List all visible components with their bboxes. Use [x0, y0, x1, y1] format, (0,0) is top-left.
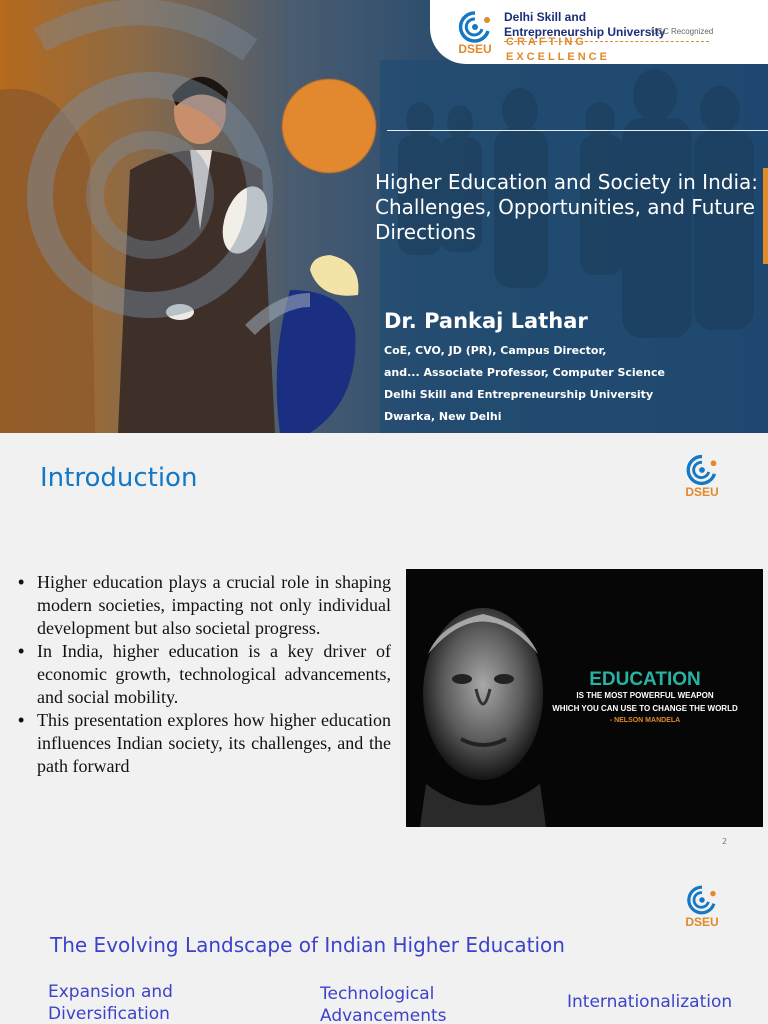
dseu-logo	[452, 10, 498, 60]
presentation-title: Higher Education and Society in India: Challenges, Opportunities, and Future Directions	[375, 170, 758, 244]
image-headline: EDUCATION	[589, 669, 701, 690]
title-divider	[387, 130, 768, 131]
image-quote-line: IS THE MOST POWERFUL WEAPON	[576, 691, 714, 700]
presenter-detail-line: CoE, CVO, JD (PR), Campus Director,	[384, 344, 607, 357]
presenter-detail-line: Dwarka, New Delhi	[384, 410, 502, 423]
dseu-logo-label: DSEU	[458, 42, 492, 56]
dseu-logo	[680, 453, 724, 501]
accent-bar	[763, 168, 768, 264]
title-slide	[0, 0, 768, 433]
intro-bullet-list	[18, 571, 391, 778]
presenter-detail-line: and... Associate Professor, Computer Science	[384, 366, 665, 379]
presenter-name: Dr. Pankaj Lathar	[384, 309, 588, 333]
university-name-line2: Entrepreneurship University	[504, 25, 666, 39]
dseu-emblem-icon	[681, 883, 723, 917]
bullet-item: • Higher education plays a crucial role in shaping modern societies, impacting not only individual development but also societal progress.	[18, 571, 391, 640]
dseu-emblem-icon	[680, 453, 724, 487]
bullet-item: • This presentation explores how higher education influences Indian society, its challenges, and the path forward	[18, 709, 391, 778]
landscape-slide	[0, 853, 768, 1024]
image-quote-attribution: - NELSON MANDELA	[609, 717, 681, 724]
dseu-logo	[681, 883, 723, 931]
slide-title: The Evolving Landscape of Indian Higher Education	[50, 933, 565, 957]
topic-column: Expansion and Diversification	[48, 982, 173, 1024]
brand-tagline-1: CRAFTING	[506, 36, 587, 48]
topic-column: Internationalization	[567, 992, 733, 1012]
ugc-recognized-label: UGC Recognized	[651, 27, 714, 36]
slide-title: Introduction	[40, 463, 198, 493]
dseu-logo-label: DSEU	[685, 915, 719, 929]
topic-column: Technological Advancements	[320, 984, 447, 1024]
university-name-line1: Delhi Skill and	[504, 10, 587, 24]
presenter-detail-line: Delhi Skill and Entrepreneurship University	[384, 388, 654, 401]
brand-tagline-2: EXCELLENCE	[506, 51, 610, 63]
page-number: 2	[722, 837, 728, 846]
dseu-logo-label: DSEU	[685, 485, 719, 499]
image-quote-line: WHICH YOU CAN USE TO CHANGE THE WORLD	[552, 704, 738, 713]
introduction-slide	[0, 433, 768, 853]
dseu-emblem-icon	[452, 10, 498, 44]
bullet-item: • In India, higher education is a key driver of economic growth, technological advancements, and social mobility.	[18, 640, 391, 709]
